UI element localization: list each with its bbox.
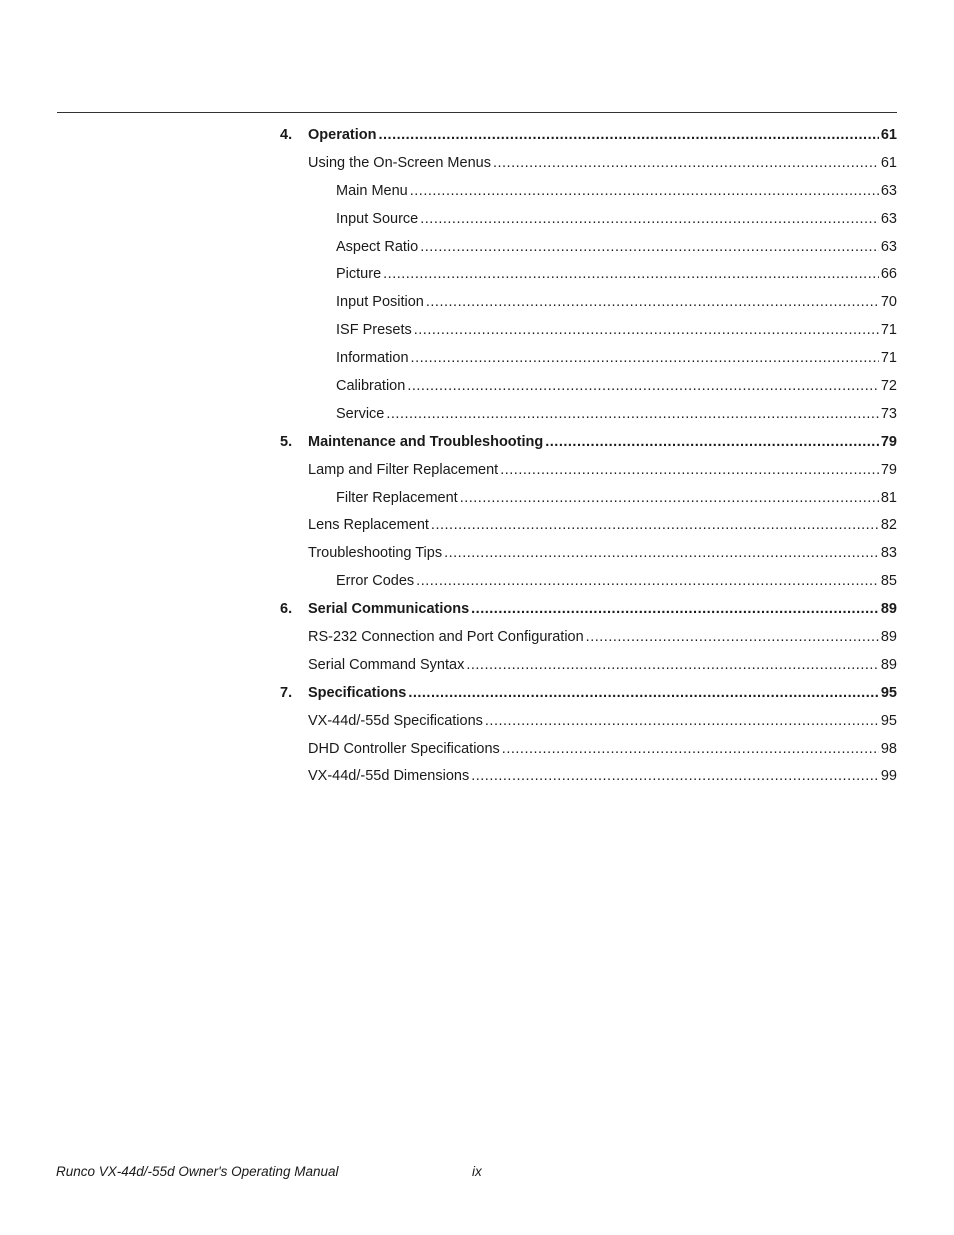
toc-page: 85 [880, 573, 897, 590]
toc-entry[interactable] [280, 401, 897, 429]
toc-entry[interactable] [280, 457, 897, 485]
toc-entry[interactable] [280, 568, 897, 596]
toc-leader [471, 596, 879, 624]
toc-title: Aspect Ratio [336, 238, 419, 255]
toc-chapter-number: 5. [280, 433, 293, 450]
toc-leader [426, 289, 879, 317]
toc-page: 72 [880, 378, 897, 395]
toc-title: ISF Presets [336, 322, 412, 339]
toc-title: Maintenance and Troubleshooting [308, 433, 544, 450]
toc-page: 89 [880, 656, 897, 673]
toc-leader [386, 401, 879, 429]
toc-title: Using the On-Screen Menus [308, 154, 491, 171]
toc-page: 63 [880, 210, 897, 227]
toc-entry[interactable] [280, 485, 897, 513]
toc-title: Serial Communications [308, 601, 470, 618]
toc-page: 83 [880, 545, 897, 562]
toc-leader [378, 122, 878, 150]
toc-leader [416, 568, 879, 596]
table-of-contents [280, 122, 897, 791]
toc-entry[interactable] [280, 708, 897, 736]
toc-title: Troubleshooting Tips [308, 545, 443, 562]
toc-page: 95 [880, 712, 897, 729]
toc-leader [420, 234, 879, 262]
toc-title: Input Source [336, 210, 419, 227]
toc-entry[interactable] [280, 763, 897, 791]
toc-entry[interactable] [280, 345, 897, 373]
toc-chapter-number: 7. [280, 684, 293, 701]
toc-leader [410, 178, 879, 206]
toc-page: 81 [880, 489, 897, 506]
toc-leader [460, 485, 879, 513]
toc-page: 89 [880, 629, 897, 646]
toc-title: Lamp and Filter Replacement [308, 461, 499, 478]
toc-entry[interactable] [280, 206, 897, 234]
toc-title: VX-44d/-55d Dimensions [308, 768, 470, 785]
toc-title: Filter Replacement [336, 489, 458, 506]
toc-title: Serial Command Syntax [308, 656, 465, 673]
toc-entry[interactable] [280, 234, 897, 262]
toc-page: 63 [880, 182, 897, 199]
toc-entry[interactable] [280, 429, 897, 457]
toc-leader [444, 540, 879, 568]
toc-page: 66 [880, 266, 897, 283]
toc-entry[interactable] [280, 150, 897, 178]
footer-page-number: ix [472, 1164, 482, 1179]
toc-leader [431, 512, 879, 540]
toc-entry[interactable] [280, 317, 897, 345]
toc-title: Input Position [336, 294, 424, 311]
toc-page: 95 [880, 684, 897, 701]
toc-page: 89 [880, 601, 897, 618]
toc-entry[interactable] [280, 596, 897, 624]
toc-leader [414, 317, 879, 345]
toc-leader [408, 680, 879, 708]
toc-title: Lens Replacement [308, 517, 429, 534]
toc-leader [420, 206, 879, 234]
toc-title: Calibration [336, 378, 406, 395]
toc-leader [407, 373, 879, 401]
toc-entry[interactable] [280, 540, 897, 568]
toc-page: 99 [880, 768, 897, 785]
toc-leader [586, 624, 879, 652]
toc-page: 73 [880, 405, 897, 422]
toc-title: RS-232 Connection and Port Configuration [308, 629, 584, 646]
toc-entry[interactable] [280, 736, 897, 764]
toc-entry[interactable] [280, 680, 897, 708]
toc-leader [383, 261, 879, 289]
toc-title: Service [336, 405, 385, 422]
toc-chapter-number: 4. [280, 127, 293, 143]
toc-page: 98 [880, 740, 897, 757]
footer-manual-title: Runco VX-44d/-55d Owner's Operating Manual [56, 1164, 339, 1179]
toc-entry[interactable] [280, 122, 897, 150]
toc-leader [485, 708, 879, 736]
toc-entry[interactable] [280, 289, 897, 317]
toc-entry[interactable] [280, 178, 897, 206]
toc-page: 70 [880, 294, 897, 311]
toc-title: Information [336, 350, 409, 367]
header-rule [57, 112, 897, 113]
toc-page: 61 [880, 127, 897, 143]
toc-leader [545, 429, 879, 457]
toc-page: 71 [880, 322, 897, 339]
toc-title: Error Codes [336, 573, 415, 590]
toc-page: 79 [880, 461, 897, 478]
toc-leader [502, 736, 879, 764]
toc-page: 71 [880, 350, 897, 367]
toc-title: Main Menu [336, 182, 408, 199]
toc-page: 61 [880, 154, 897, 171]
toc-title: Specifications [308, 684, 407, 701]
toc-page: 82 [880, 517, 897, 534]
toc-leader [411, 345, 879, 373]
toc-entry[interactable] [280, 373, 897, 401]
toc-leader [493, 150, 879, 178]
toc-chapter-number: 6. [280, 601, 293, 618]
toc-leader [500, 457, 879, 485]
toc-entry[interactable] [280, 652, 897, 680]
toc-title: Picture [336, 266, 382, 283]
toc-title: DHD Controller Specifications [308, 740, 500, 757]
toc-page: 63 [880, 238, 897, 255]
toc-entry[interactable] [280, 624, 897, 652]
toc-entry[interactable] [280, 261, 897, 289]
toc-title: VX-44d/-55d Specifications [308, 712, 483, 729]
toc-leader [471, 763, 879, 791]
toc-entry[interactable] [280, 512, 897, 540]
toc-leader [466, 652, 879, 680]
toc-title: Operation [308, 127, 377, 143]
toc-page: 79 [880, 433, 897, 450]
